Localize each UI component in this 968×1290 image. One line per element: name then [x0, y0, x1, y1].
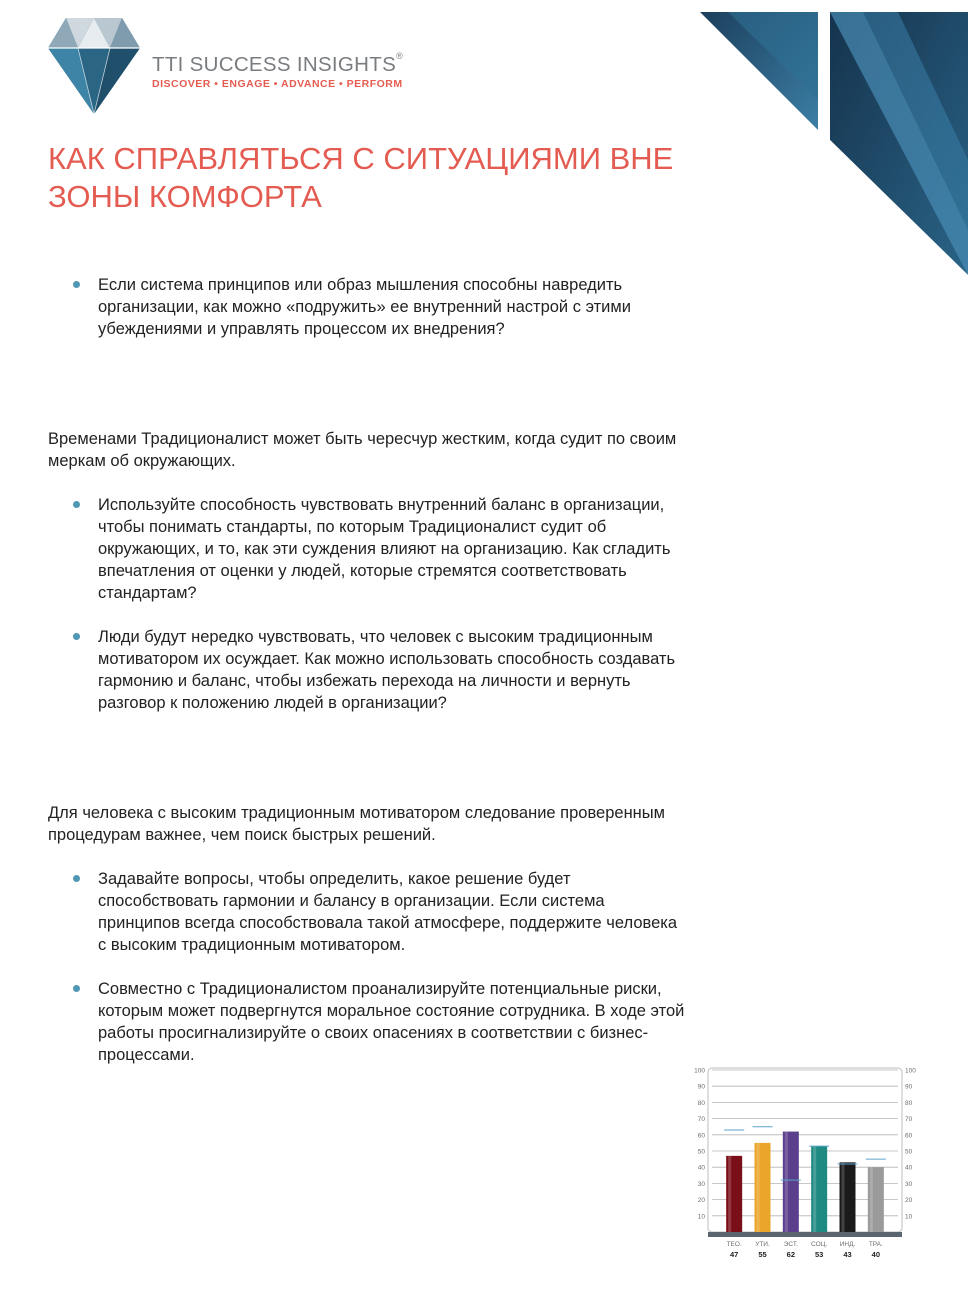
bar-highlight — [842, 1162, 845, 1232]
value-label: 55 — [758, 1250, 767, 1259]
list-item: Совместно с Традиционалистом проанализируйте потенциальные риски, которым может подвергнутся моральное состояние сотрудника. В ходе этой работы просигнализируйте о своих опасениях в соответствии с бизнес-процессами. — [48, 978, 688, 1066]
bullet-list — [48, 274, 688, 340]
y-tick-label-left: 80 — [697, 1099, 705, 1107]
y-tick-label-left: 90 — [697, 1083, 705, 1091]
y-tick-label-right: 90 — [905, 1083, 913, 1091]
section-1 — [48, 274, 688, 340]
y-tick-label-right: 20 — [905, 1197, 913, 1205]
brand-logo — [48, 18, 428, 114]
brand-name: TTI SUCCESS INSIGHTS® — [152, 51, 403, 76]
motivators-chart — [680, 1060, 920, 1270]
category-label: ЭСТ. — [783, 1241, 798, 1248]
bullet-list — [48, 868, 688, 1066]
y-tick-label-left: 10 — [697, 1213, 705, 1221]
y-tick-label-left: 30 — [697, 1180, 705, 1188]
bar-highlight — [870, 1167, 873, 1232]
y-tick-label-left: 20 — [697, 1197, 705, 1205]
list-item: Если система принципов или образ мышления способны навредить организации, как можно «подружить» ее внутренний настрой с этими убеждениями и управлять процессом их внедрения? — [48, 274, 688, 340]
value-label: 53 — [814, 1250, 824, 1259]
y-tick-label-right: 100 — [905, 1067, 916, 1075]
category-label: СОЦ. — [811, 1241, 828, 1248]
y-tick-label-right: 10 — [905, 1213, 913, 1221]
value-label: 40 — [871, 1250, 881, 1259]
y-tick-label-right: 80 — [905, 1099, 913, 1107]
list-item: Люди будут нередко чувствовать, что человек с высоким традиционным мотиватором их осуждает. Как можно использовать способность создавать гармонию и баланс, чтобы избежать перехода на личности и вернуть разговор к положению людей в организации? — [48, 626, 688, 714]
category-label: ТРА. — [868, 1241, 883, 1248]
category-label: ТЕО. — [726, 1241, 742, 1248]
bar-highlight — [728, 1156, 731, 1232]
section-intro: Для человека с высоким традиционным мотиватором следование проверенным процедурам важнее, чем поиск быстрых решений. — [48, 804, 666, 844]
y-tick-label-right: 40 — [905, 1164, 913, 1172]
value-label: 62 — [786, 1250, 796, 1259]
bar-chart — [680, 1060, 920, 1270]
bullet-list — [48, 494, 688, 714]
value-label: 43 — [843, 1250, 852, 1259]
y-tick-label-left: 50 — [697, 1148, 705, 1156]
section-intro: Временами Традиционалист может быть чересчур жестким, когда судит по своим меркам об окружающих. — [48, 430, 677, 470]
y-tick-label-right: 60 — [905, 1132, 913, 1140]
brand-tagline: DISCOVER • ENGAGE • ADVANCE • PERFORM — [152, 78, 403, 90]
bar-highlight — [757, 1143, 760, 1232]
diamond-logo-icon — [48, 18, 140, 114]
bar-highlight — [813, 1146, 816, 1232]
y-tick-label-right: 50 — [905, 1148, 913, 1156]
section-2 — [48, 428, 688, 714]
y-tick-label-left: 40 — [697, 1164, 705, 1172]
y-tick-label-left: 70 — [697, 1116, 705, 1124]
page-title: КАК СПРАВЛЯТЬСЯ С СИТУАЦИЯМИ ВНЕ ЗОНЫ КОМФОРТА — [48, 141, 674, 214]
section-3 — [48, 802, 688, 1066]
value-label: 47 — [729, 1250, 739, 1259]
y-tick-label-left: 100 — [694, 1067, 705, 1075]
y-tick-label-right: 70 — [905, 1116, 913, 1124]
category-label: ИНД. — [839, 1241, 856, 1248]
corner-decoration — [698, 0, 968, 275]
y-tick-label-right: 30 — [905, 1180, 913, 1188]
chart-baseline — [708, 1232, 902, 1237]
category-label: УТИ. — [755, 1241, 770, 1248]
list-item: Задавайте вопросы, чтобы определить, какое решение будет способствовать гармонии и балансу в организации. Если система принципов всегда способствовала такой атмосфере, поддержите человека с высоким традиционным мотиватором. — [48, 868, 688, 956]
list-item: Используйте способность чувствовать внутренний баланс в организации, чтобы понимать стандарты, по которым Традиционалист судит об окружающих, и то, как эти суждения влияют на организацию. Как сгладить впечатления от оценки у людей, которые стремятся соответствовать стандартам? — [48, 494, 688, 604]
y-tick-label-left: 60 — [697, 1132, 705, 1140]
bar-highlight — [785, 1132, 788, 1232]
